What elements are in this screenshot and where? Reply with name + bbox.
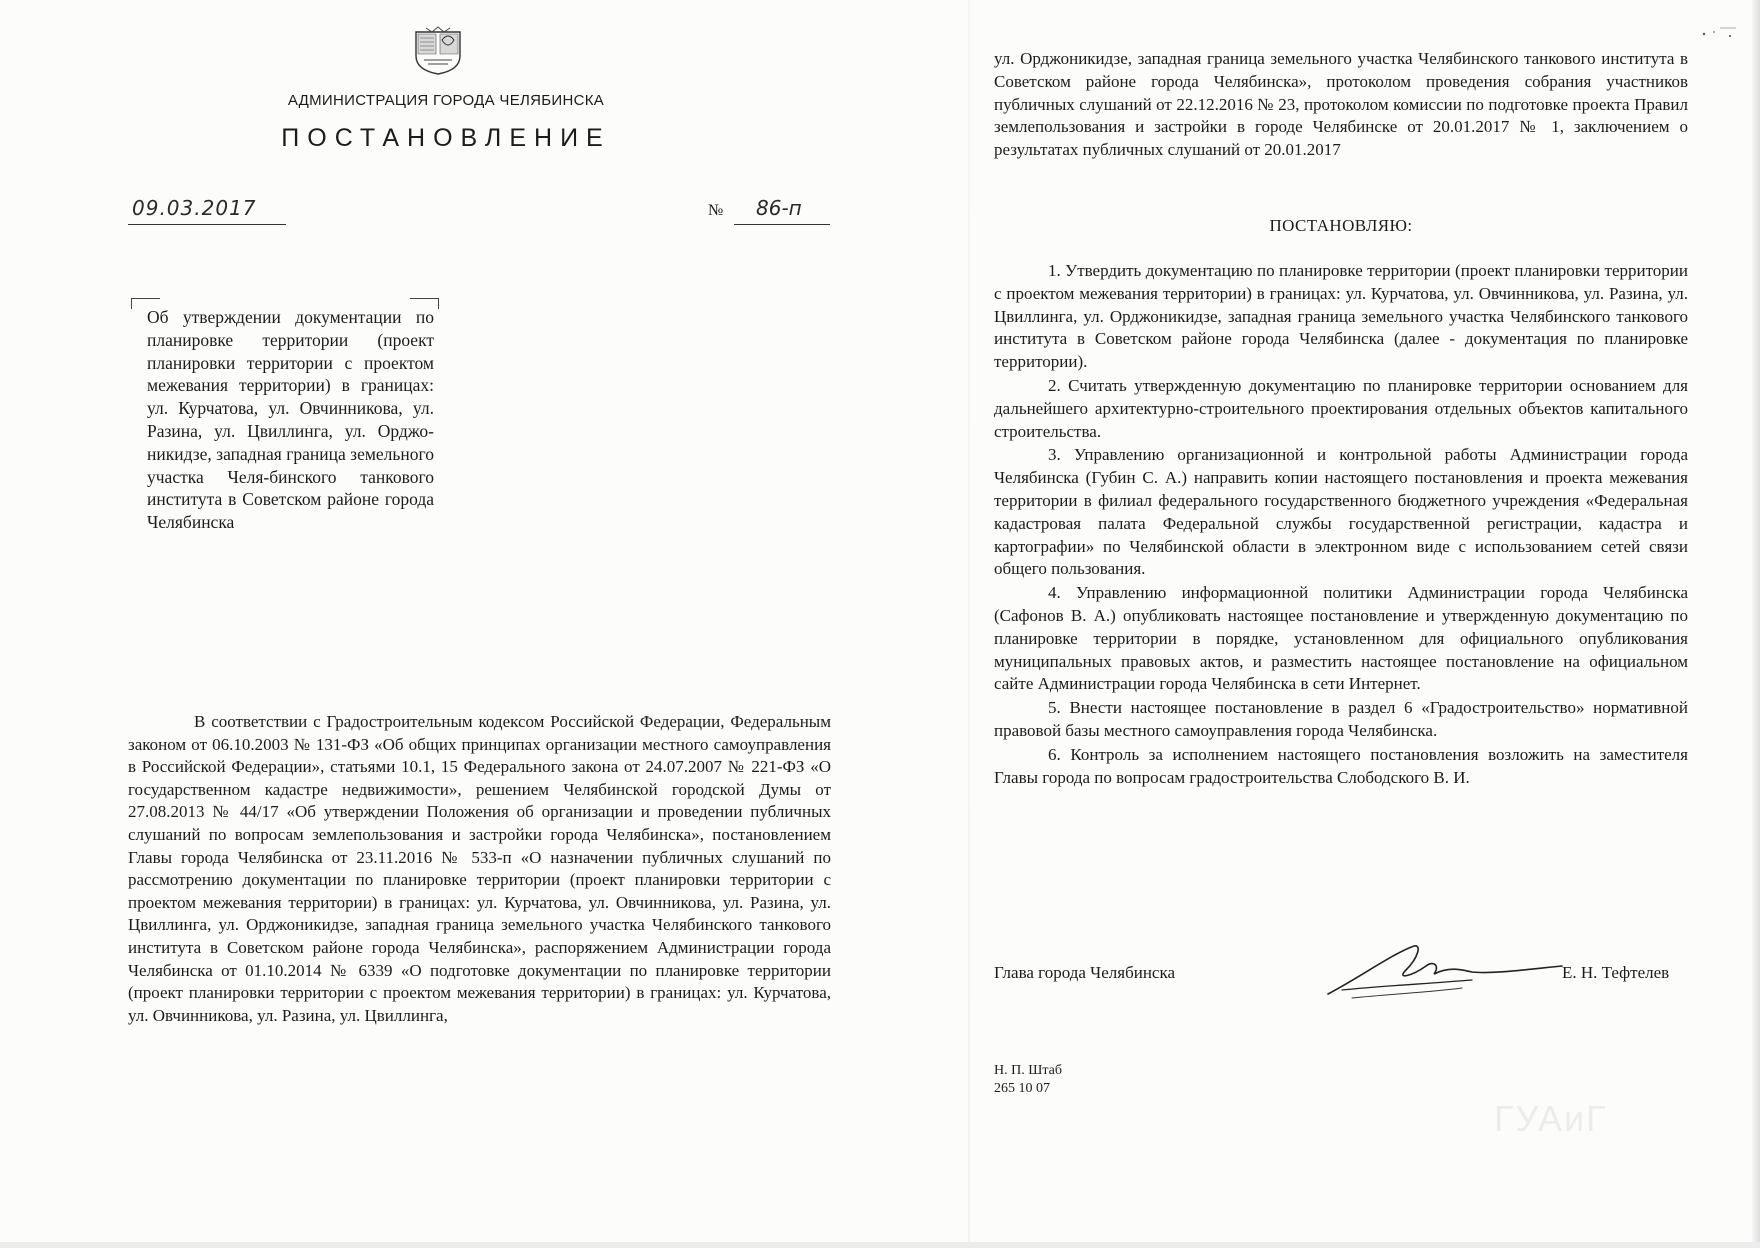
scan-specks [1700,24,1740,46]
document-subject: Об утверждении документации по планировке территории (проект планировки территории с проектом межевания территории) в границах: ул. Курчатова, ул. Овчинникова, ул. Разина, ул. Цвиллинга, ул. Орджо-никидзе, западная граница земельного участка Челя-бинского танкового института в Советском районе города Челябинска [147,307,434,533]
document-number: 86-п [756,196,802,220]
preamble-paragraph: В соответствии с Градостроительным кодексом Российской Федерации, Федеральным законом от 06.10.2003 № 131-ФЗ «Об общих принципах организации местного самоуправления в Российской Федерации», статьями 10.1, 15 Федерального закона от 24.07.2007 № 221-ФЗ «О государственном кадастре недвижимости», решением Челябинской городской Думы от 27.08.2013 № 44/17 «Об утверждении Положения об организации и проведении публичных слушаний по вопросам землепользования и застройки города Челябинска», постановлением Главы города Челябинска от 23.11.2016 № 533-п «О назначении публичных слушаний по рассмотрению документации по планировке территории (проект планировки территории с проектом межевания территории) в границах: ул. Курчатова, ул. Овчинникова, ул. Разина, ул. Цвиллинга, ул. Орджоникидзе, западная граница земельного участка Челябинского танкового института в Советском районе города Челябинска», распоряжением Администрации города Челябинска от 01.10.2014 № 6339 «О подготовке документации по планировке территории (проект планировки территории с проектом межевания территории) в границах: ул. Курчатова, ул. Овчинникова, ул. Разина, ул. Цвиллинга, [128,712,831,1025]
coat-of-arms-icon [412,26,464,76]
paper-edge-bottom [0,1242,1760,1248]
resolve-heading: ПОСТАНОВЛЯЮ: [1269,216,1413,235]
signatory-name: Е. Н. Тефтелев [1562,963,1670,982]
resolution-item: 5. Внести настоящее постановление в раздел 6 «Градостроительство» нормативной правовой базы местного самоуправления города Челябинска. [994,698,1688,740]
preamble-continuation: ул. Орджоникидзе, западная граница земельного участка Челябинского танкового института в Советском районе города Челябинска», протоколом проведения собрания участников публичных слушаний от 22.12.2016 № 23, протоколом комиссии по подготовке проекта Правил землепользования и застройки в городе Челябинске от 20.01.2017 № 1, заключением о результатах публичных слушаний от 20.01.2017 [994,49,1688,160]
signatory-title: Глава города Челябинска [994,963,1176,982]
document-date-field [128,196,286,225]
document-date: 09.03.2017 [132,196,257,220]
stamp-watermark: ГУАиГ [1494,1098,1608,1139]
document-number-field [734,196,830,225]
resolution-item: 3. Управлению организационной и контрольной работы Администрации города Челябинска (Губин С. А.) направить копии настоящего постановления и проекта межевания территории в филиал федерального государственного бюджетного учреждения «Федеральная кадастровая палата Федеральной службы государственной регистрации, кадастра и картографии» по Челябинской области в электронном виде с использованием сетей связи общего пользования. [994,445,1688,579]
executor-info [994,1062,1062,1098]
page-fold [968,0,970,1248]
resolution-items [994,260,1688,790]
paper-edge-right [1752,0,1760,1248]
resolution-item: 2. Считать утвержденную документацию по планировке территории основанием для дальнейшего архитектурно-строительного проектирования отдельных объектов капитального строительства. [994,375,1688,441]
resolution-item: 4. Управлению информационной политики Администрации города Челябинска (Сафонов В. А.) опубликовать настоящее постановление и утвержденную документацию по планировке территории в порядке, установленном для официального опубликования муниципальных правовых актов, и разместить настоящее постановление на официальном сайте Администрации города Челябинска в сети Интернет. [994,583,1688,694]
organization-name: АДМИНИСТРАЦИЯ ГОРОДА ЧЕЛЯБИНСКА [287,92,605,109]
resolution-item: 6. Контроль за исполнением настоящего постановления возложить на заместителя Главы города по вопросам градостроительства Слободского В. И. [994,744,1688,787]
resolution-item: 1. Утвердить документацию по планировке территории (проект планировки территории с проектом межевания территории) в границах: ул. Курчатова, ул. Овчинникова, ул. Разина, ул. Цвиллинга, ул. Орджоникидзе, западная граница земельного участка Челябинского танкового института в Советском районе города Челябинска (далее - документация по планировке территории). [994,261,1688,372]
document-type-title: ПОСТАНОВЛЕНИЕ [281,124,611,152]
number-label: № [708,202,724,219]
executor-name: Н. П. Штаб [994,1063,1062,1078]
executor-phone: 265 10 07 [994,1081,1050,1096]
handwritten-signature [1322,936,1568,1008]
